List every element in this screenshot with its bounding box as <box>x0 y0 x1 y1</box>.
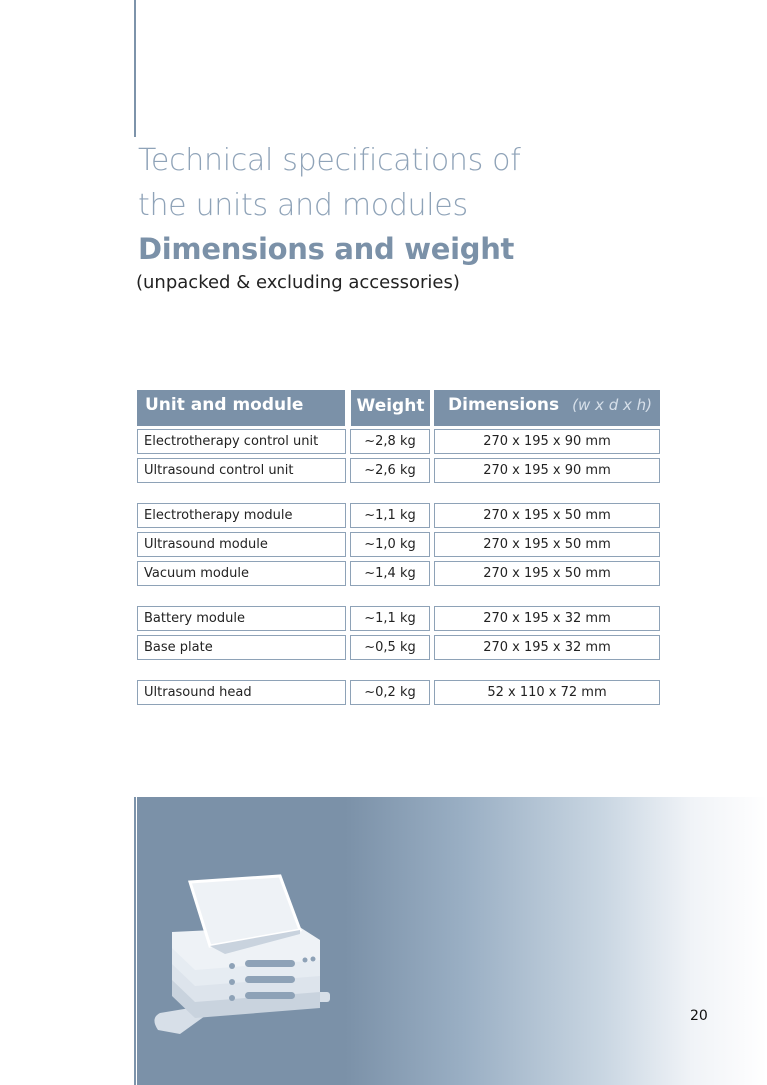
cell-dimensions: 270 x 195 x 32 mm <box>434 635 660 660</box>
page-title-line2: the units and modules <box>138 188 468 223</box>
cell-unit: Battery module <box>137 606 346 631</box>
cell-weight: ~1,1 kg <box>350 606 430 631</box>
cell-dimensions: 52 x 110 x 72 mm <box>434 680 660 705</box>
cell-dimensions: 270 x 195 x 50 mm <box>434 561 660 586</box>
cell-unit: Vacuum module <box>137 561 346 586</box>
cell-weight: ~0,5 kg <box>350 635 430 660</box>
cell-weight: ~1,4 kg <box>350 561 430 586</box>
margin-rule-top <box>134 0 136 137</box>
page-number: 20 <box>690 1008 708 1024</box>
table-header-weight: Weight <box>351 390 430 426</box>
cell-unit: Electrotherapy module <box>137 503 346 528</box>
section-subheading: (unpacked & excluding accessories) <box>136 272 460 293</box>
cell-dimensions: 270 x 195 x 50 mm <box>434 532 660 557</box>
page-title-line1: Technical specifications of <box>138 143 521 178</box>
cell-unit: Ultrasound head <box>137 680 346 705</box>
cell-dimensions: 270 x 195 x 90 mm <box>434 458 660 483</box>
cell-dimensions: 270 x 195 x 32 mm <box>434 606 660 631</box>
cell-weight: ~1,1 kg <box>350 503 430 528</box>
cell-dimensions: 270 x 195 x 50 mm <box>434 503 660 528</box>
cell-unit: Electrotherapy control unit <box>137 429 346 454</box>
cell-weight: ~2,8 kg <box>350 429 430 454</box>
cell-unit: Ultrasound control unit <box>137 458 346 483</box>
table-header-dimensions-note: (w x d x h) <box>572 396 652 414</box>
cell-weight: ~1,0 kg <box>350 532 430 557</box>
table-header-dimensions-label: Dimensions <box>448 395 560 415</box>
cell-weight: ~0,2 kg <box>350 680 430 705</box>
table-header-dimensions <box>434 390 660 426</box>
cell-unit: Base plate <box>137 635 346 660</box>
margin-rule-bottom <box>134 797 136 1085</box>
cell-unit: Ultrasound module <box>137 532 346 557</box>
cell-dimensions: 270 x 195 x 90 mm <box>434 429 660 454</box>
cell-weight: ~2,6 kg <box>350 458 430 483</box>
table-header-unit: Unit and module <box>137 390 345 426</box>
section-heading: Dimensions and weight <box>138 232 515 266</box>
device-stack-icon <box>150 868 340 1043</box>
